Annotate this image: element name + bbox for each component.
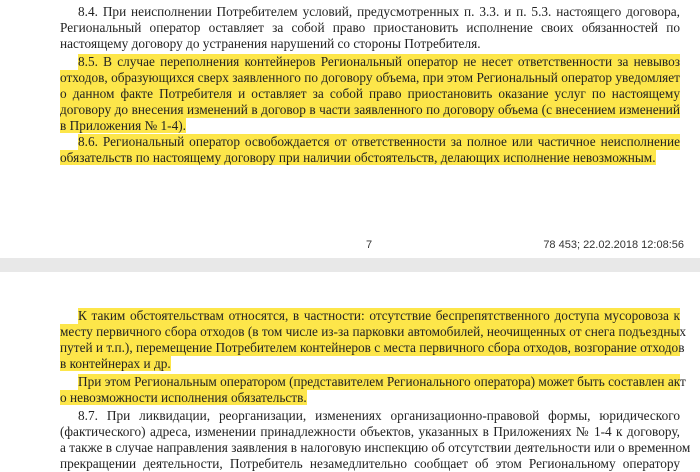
text-line: К таким обстоятельствам относятся, в частности: отсутствие беспрепятственного доступа мусоровоза к (78, 308, 680, 323)
document-page-8 (0, 272, 700, 471)
text-line: (фактического) адреса, изменении принадлежности объектов, указанных в Приложениях № 1-4 к договору, (60, 424, 680, 439)
text-line: 8.4. При неисполнении Потребителем условий, предусмотренных п. 3.3. и п. 5.3. настоящего договора, (78, 4, 680, 19)
page-number: 7 (366, 239, 373, 251)
text-line: 8.7. При ликвидации, реорганизации, изменениях организационно-правовой формы, юридического (78, 408, 680, 423)
text-line: путей и т.п.), перемещение Потребителем контейнеров с места первичного сбора отходов, возгорание отходов (60, 340, 685, 355)
text-line: прекращении деятельности, Потребитель незамедлительно сообщает об этом Региональному оператору (60, 456, 680, 471)
text-line: а также в случае направления заявления в налоговую инспекцию об отсутствии деятельности или о временном (60, 440, 691, 455)
text-line: договору до внесения изменений в договор в части заявленного по договору объема (с внесением изменений (60, 102, 680, 117)
highlight-span: в контейнерах и др. (60, 356, 171, 371)
text-line (60, 150, 680, 166)
page-separator (0, 258, 700, 272)
text-line: При этом Региональным оператором (представителем Регионального оператора) может быть составлен акт (78, 374, 686, 389)
text-line: о данном факте Потребителя и оставляет за собой право приостановить оказание услуг по настоящему (60, 86, 680, 101)
highlight-span: обязательств по настоящему договору при наличии обстоятельств, делающих исполнение невозможным. (60, 150, 656, 165)
text-line: настоящему договору до устранения нарушений со стороны Потребителя. (60, 36, 481, 51)
text-line: 8.6. Региональный оператор освобождается от ответственности за полное или частичное неисполнение (78, 134, 680, 149)
text-line (60, 356, 680, 372)
text-line: отходов, образующихся сверх заявленного по договору объема, при этом Региональный оператор уведомляет (60, 70, 680, 85)
text-line (60, 390, 680, 406)
text-line: Региональный оператор оставляет за собой право приостановить исполнение своих обязанностей по (60, 20, 680, 35)
highlight-span: в Приложения № 1-4). (60, 118, 186, 133)
highlight-span: о невозможности исполнения обязательств. (60, 390, 307, 405)
text-line: месту первичного сбора отходов (в том числе из-за парковки автомобилей, неочищенных от снега подъездных (60, 324, 687, 339)
document-stamp: 78 453; 22.02.2018 12:08:56 (543, 239, 684, 251)
text-line: 8.5. В случае переполнения контейнеров Региональный оператор не несет ответственности за невывоз (78, 54, 680, 69)
text-line (60, 118, 680, 134)
